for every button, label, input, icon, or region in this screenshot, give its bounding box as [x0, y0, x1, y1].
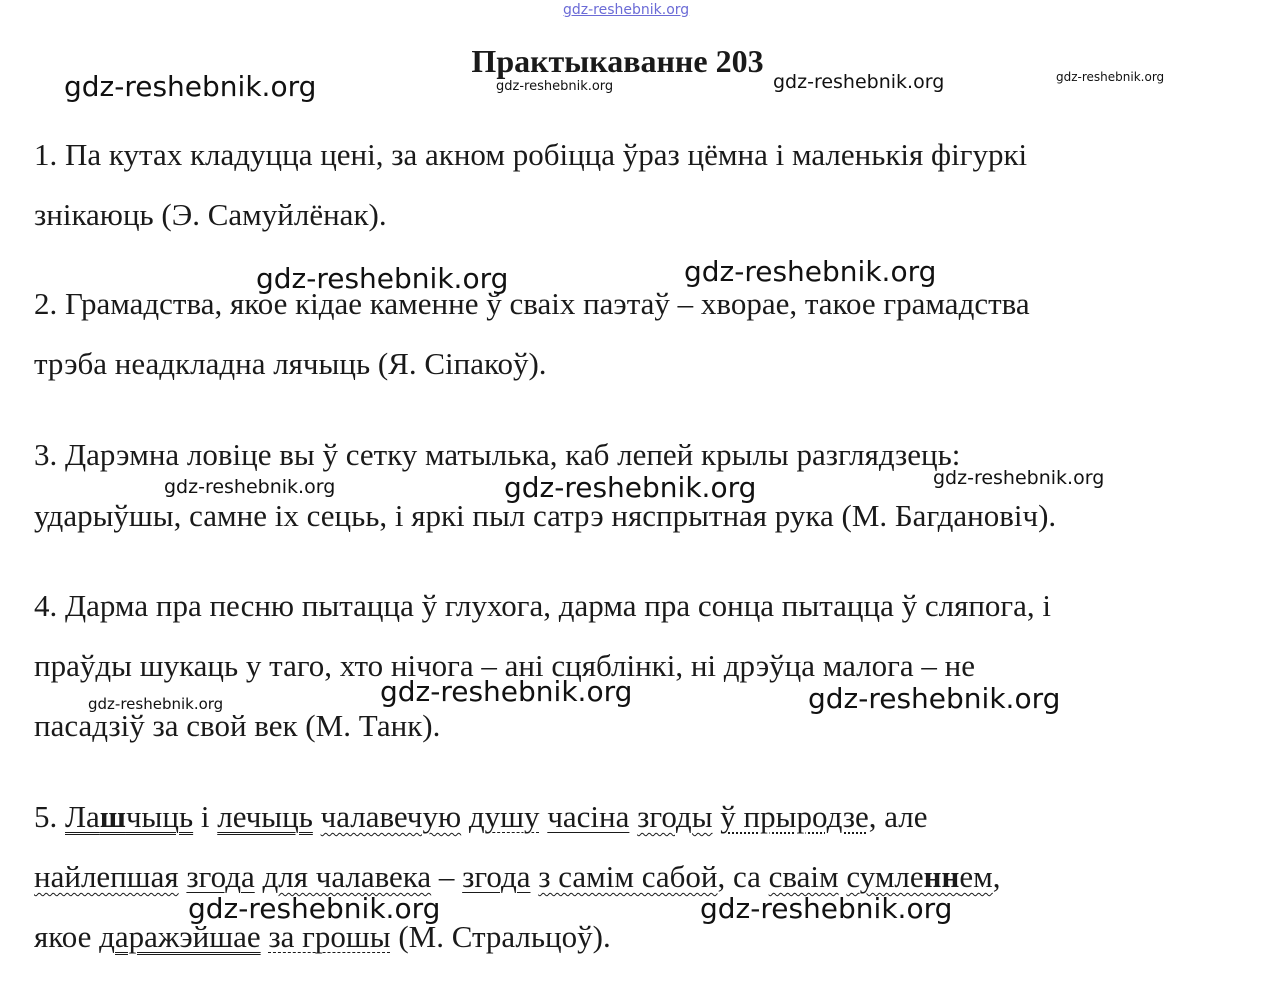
watermark: gdz-reshebnik.org [1056, 70, 1165, 84]
word-za-groshy: за грошы [268, 919, 391, 954]
text: , але [868, 799, 928, 834]
watermark: gdz-reshebnik.org [700, 892, 953, 925]
space [461, 799, 469, 834]
text: і [193, 799, 218, 834]
paragraph-3-line-1: 3. Дарэмна ловіце вы ў сетку матылька, каб лепей крылы разглядзець: [34, 437, 961, 472]
watermark: gdz-reshebnik.org [496, 79, 614, 94]
word-zgoda-2: згода [462, 859, 531, 894]
text: (М. Стральцоў). [390, 919, 611, 954]
word-lashchyts-sh: ш [99, 799, 126, 834]
text: , са [717, 859, 769, 894]
watermark: gdz-reshebnik.org [773, 71, 945, 93]
word-darazhejshae: даражэйшае [99, 919, 261, 954]
paragraph-5-line-2 [34, 859, 1001, 895]
paragraph-3-line-2: ударыўшы, самне іх сецьь, і яркі пыл сатрэ няспрытная рука (М. Багдановіч). [34, 498, 1057, 533]
word-lashchyts-b: чыць [125, 799, 194, 834]
word-u-pryrodze: ў прыродзе [720, 799, 869, 834]
paragraph-1-line-1: 1. Па кутах кладуцца цені, за акном робіцца ўраз цёмна і маленькія фігуркі [34, 137, 1028, 172]
paragraph-5-line-3 [34, 919, 611, 955]
watermark: gdz-reshebnik.org [64, 70, 317, 103]
word-sumlennem-nn: нн [923, 859, 960, 894]
watermark: gdz-reshebnik.org [684, 255, 937, 288]
paragraph-4-line-2: праўды шукаць у таго, хто нічога – ані сцяблінкі, ні дрэўца малога – не [34, 648, 975, 683]
paragraph-4-line-1: 4. Дарма пра песню пытацца ў глухога, дарма пра сонца пытацца ў сляпога, і [34, 588, 1052, 623]
paragraph-2-line-1: 2. Грамадства, якое кідае каменне ў сваіх паэтаў – хворае, такое грамадства [34, 286, 1030, 321]
paragraph-5-number: 5. [34, 799, 65, 834]
watermark: gdz-reshebnik.org [256, 262, 509, 295]
word-dushu: душу [468, 799, 540, 834]
word-chasina: часіна [547, 799, 630, 834]
watermark: gdz-reshebnik.org [88, 695, 224, 713]
paragraph-2-line-2: трэба неадкладна лячыць (Я. Сіпакоў). [34, 346, 547, 381]
text: якое [34, 919, 100, 954]
word-svaim: сваім [768, 859, 839, 894]
space [313, 799, 321, 834]
watermark: gdz-reshebnik.org [380, 675, 633, 708]
word-lashchyts-a: Ла [65, 799, 100, 834]
word-zgody: згоды [637, 799, 713, 834]
text: , [992, 859, 1001, 894]
word-sumlennem-b: ем [959, 859, 993, 894]
space [629, 799, 637, 834]
text: – [431, 859, 463, 894]
paragraph-4-line-3: пасадзіў за свой век (М. Танк). [34, 708, 441, 743]
watermark: gdz-reshebnik.org [504, 471, 757, 504]
paragraph-1-line-2: знікаюць (Э. Самуйлёнак). [34, 197, 387, 232]
word-chalavechuyu: чалавечую [320, 799, 462, 834]
word-z-samim-saboj: з самім сабой [538, 859, 718, 894]
watermark: gdz-reshebnik.org [808, 682, 1061, 715]
word-lechyts: лечыць [217, 799, 313, 834]
paragraph-5-line-1 [34, 799, 928, 835]
watermark: gdz-reshebnik.org [188, 892, 441, 925]
watermark: gdz-reshebnik.org [933, 467, 1105, 489]
watermark-top[interactable]: gdz-reshebnik.org [563, 2, 690, 18]
page-title: Практыкаванне 203 [471, 43, 764, 79]
word-dlya-chalaveka: для чалавека [262, 859, 432, 894]
word-najlepshaya: найлепшая [34, 859, 179, 894]
word-zgoda-1: згода [186, 859, 255, 894]
watermark: gdz-reshebnik.org [164, 476, 336, 498]
word-sumlennem-a: сумле [846, 859, 924, 894]
